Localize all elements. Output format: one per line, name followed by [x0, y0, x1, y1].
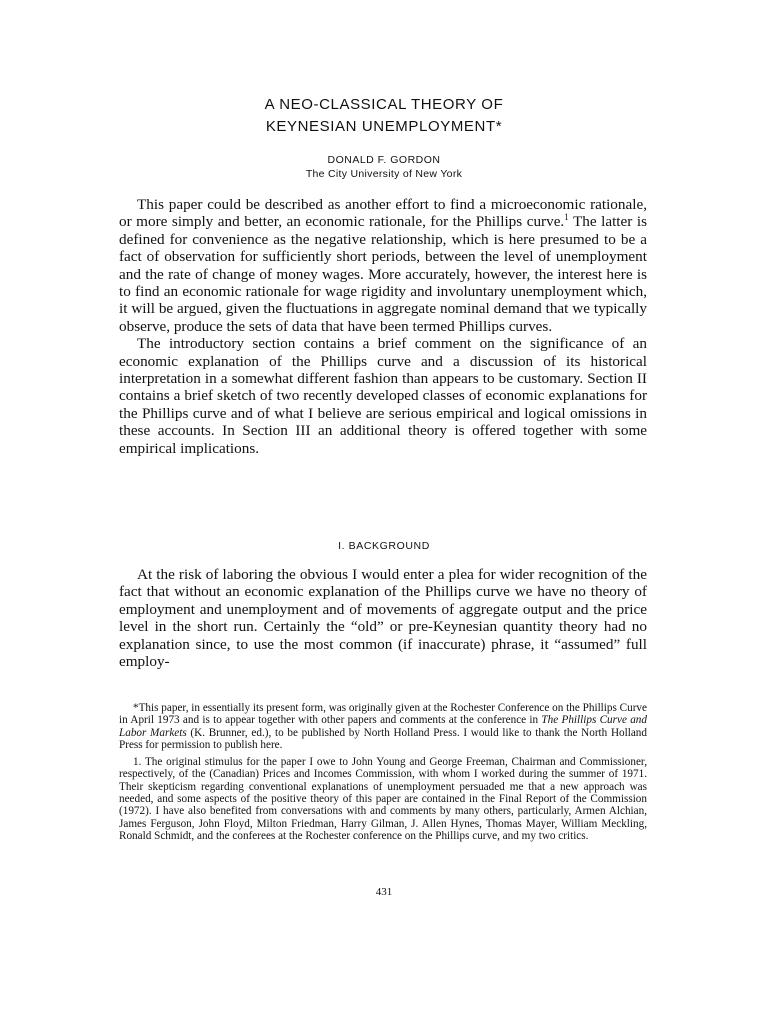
article-title: [0, 94, 768, 138]
page-number: 431: [375, 886, 393, 898]
footnote-1: 1. The original stimulus for the paper I owe to John Young and George Freeman, Chairman and Commissioner, respectively, of the (Canadian) Prices and Incomes Commission, with whom I worked during the summer of 1971. Their skepticism regarding conventional explanations of unemployment persuaded me that a new approach was needed, and some aspects of the positive theory of this paper are contained in the Final Report of the Commission (1972). I have also benefited from conversations with and comments by many others, particularly, Armen Alchian, James Ferguson, John Floyd, Milton Friedman, Harry Gilman, J. Allen Hynes, Thomas Mayer, William Meckling, Ronald Schmidt, and the conferees at the Rochester conference on the Phillips curve, and my two critics.: [119, 756, 647, 842]
paragraph-3: At the risk of laboring the obvious I would enter a plea for wider recognition of the fact that without an economic explanation of the Phillips curve we have no theory of employment and unemployment and of movements of aggregate output and the price level in the short run. Certainly the “old” or pre-Keynesian quantity theory had no explanation since, to use the most common (if inaccurate) phrase, it “assumed” full employ-: [119, 566, 647, 671]
section-heading: I. BACKGROUND: [338, 540, 430, 552]
title-line-1: A NEO-CLASSICAL THEORY OF: [264, 96, 504, 113]
paragraph-2: The introductory section contains a brief comment on the significance of an economic explanation of the Phillips curve and a discussion of its historical interpretation in a somewhat different fashion than appears to be customary. Section II contains a brief sketch of two recently developed classes of economic explanations for the Phillips curve and of what I believe are serious empirical and logical omissions in these accounts. In Section III an additional theory is offered together with some empirical implications.: [119, 335, 647, 457]
paragraph-1-a: This paper could be described as another effort to find a microeconomic rationale, or more simply and better, an economic rationale, for the Phillips curve.: [119, 196, 647, 231]
footnotes: [119, 702, 647, 847]
title-line-2: KEYNESIAN UNEMPLOYMENT*: [265, 118, 503, 135]
footnote-marker-1: 1: [564, 212, 569, 223]
section-1-text: [119, 566, 647, 670]
author-name: DONALD F. GORDON: [327, 154, 441, 166]
footnote-star-b: (K. Brunner, ed.), to be published by North Holland Press. I would like to thank the North Holland Press for permission to publish here.: [119, 726, 647, 751]
author-affiliation: The City University of New York: [305, 168, 463, 180]
footnote-star-italic: The Phillips Curve and Labor Markets: [119, 714, 647, 739]
paragraph-1-b: The latter is defined for convenience as the negative relationship, which is here presumed to be a fact of observation for sufficiently short periods, between the level of unemployment and the rate of change of money wages. More accurately, however, the interest here is to find an economic rationale for wage rigidity and involuntary unemployment which, it will be argued, given the fluctuations in aggregate nominal demand that we typically observe, produce the sets of data that have been termed Phillips curves.: [119, 213, 647, 335]
intro-text: [119, 196, 647, 457]
footnote-star-a: *This paper, in essentially its present form, was originally given at the Rochester Conference on the Phillips Curve in April 1973 and is to appear together with other papers and comments at the conference in: [119, 702, 647, 727]
footnote-star: [119, 702, 647, 751]
paragraph-1: [119, 196, 647, 335]
